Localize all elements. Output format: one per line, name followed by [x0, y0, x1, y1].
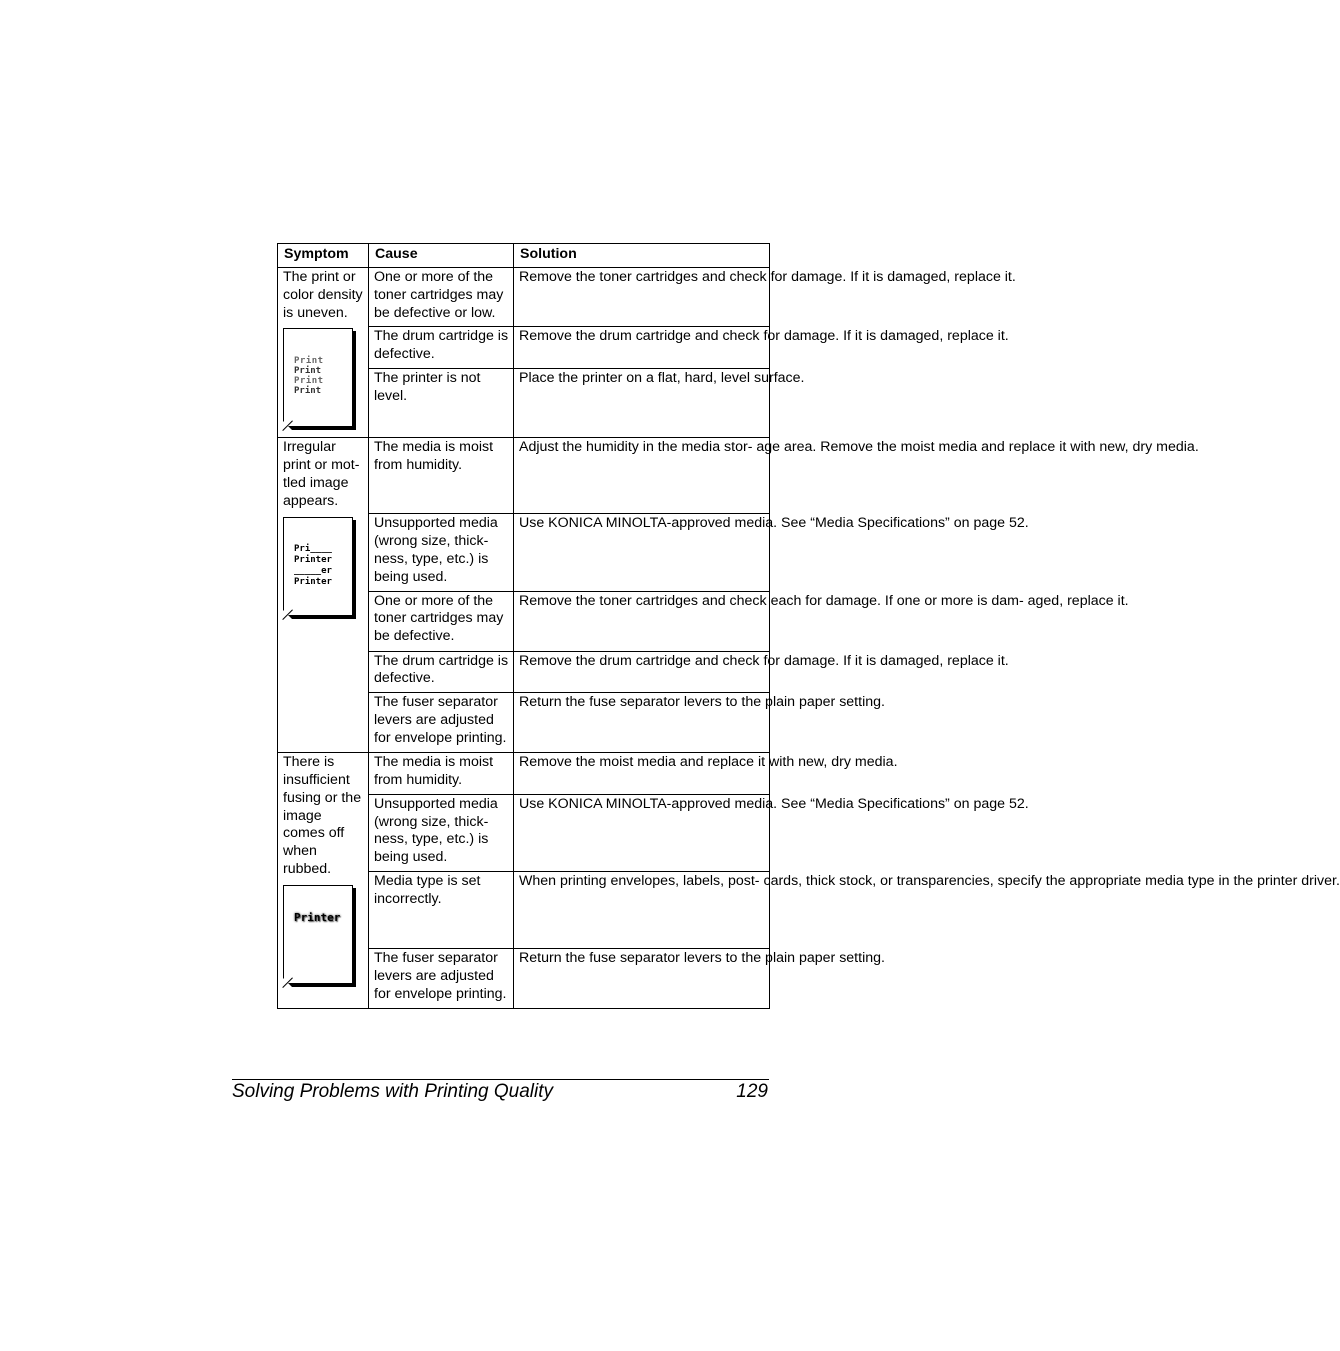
symptom-text: There is insufficient fusing or the image comes off when rubbed. [283, 754, 362, 877]
solution-cell: Place the printer on a flat, hard, level surface. [514, 369, 770, 438]
cause-cell: Unsupported media (wrong size, thick- ness, type, etc.) is being used. [369, 794, 514, 871]
cause-cell: The fuser separator levers are adjusted for envelope printing. [369, 693, 514, 753]
sample-line: Printer [294, 576, 332, 587]
solution-cell: Return the fuse separator levers to the plain paper setting. [514, 948, 770, 1008]
page-number: 129 [736, 1081, 768, 1102]
cause-cell: The fuser separator levers are adjusted for envelope printing. [369, 948, 514, 1008]
solution-cell: Remove the drum cartridge and check for damage. If it is damaged, replace it. [514, 327, 770, 369]
sample-line: Printer [294, 910, 341, 924]
cause-cell: One or more of the toner cartridges may be defective. [369, 591, 514, 651]
solution-cell: Return the fuse separator levers to the plain paper setting. [514, 693, 770, 753]
symptom-cell [278, 438, 369, 753]
symptom-cell [278, 753, 369, 1009]
sample-line: Print [294, 386, 322, 397]
symptom-text: Irregular print or mot- tled image appears. [283, 439, 360, 509]
solution-cell: Remove the toner cartridges and check for damage. If it is damaged, replace it. [514, 268, 770, 327]
cause-cell: Media type is set incorrectly. [369, 871, 514, 948]
solution-cell: Remove the moist media and replace it with new, dry media. [514, 753, 770, 795]
solution-cell: Use KONICA MINOLTA-approved media. See “Media Specifications” on page 52. [514, 514, 770, 591]
solution-cell: Use KONICA MINOLTA-approved media. See “Media Specifications” on page 52. [514, 794, 770, 871]
solution-cell: Remove the toner cartridges and check each for damage. If one or more is dam- aged, replace it. [514, 591, 770, 651]
solution-cell: When printing envelopes, labels, post- cards, thick stock, or transparencies, specify the appropriate media type in the printer driver. [514, 871, 770, 948]
cause-cell: Unsupported media (wrong size, thick- ness, type, etc.) is being used. [369, 514, 514, 591]
cause-cell: The drum cartridge is defective. [369, 327, 514, 369]
sample-line: Print [294, 356, 324, 367]
header-solution: Solution [514, 244, 770, 268]
cause-cell: The printer is not level. [369, 369, 514, 438]
cause-cell: The media is moist from humidity. [369, 753, 514, 795]
sample-line: Printer [294, 554, 332, 565]
cause-cell: One or more of the toner cartridges may be defective or low. [369, 268, 514, 327]
troubleshooting-table [277, 243, 1340, 1009]
sample-line: _____er [294, 565, 332, 576]
footer-section-title: Solving Problems with Printing Quality [232, 1081, 554, 1102]
smudged-print-sample-icon [283, 885, 358, 988]
cause-cell: The drum cartridge is defective. [369, 651, 514, 693]
solution-cell: Adjust the humidity in the media stor- age area. Remove the moist media and replace it with new, dry media. [514, 438, 770, 514]
table-row [278, 268, 770, 327]
header-symptom: Symptom [278, 244, 369, 268]
sample-line: Print [294, 366, 322, 377]
table-header-row [278, 244, 770, 268]
solution-cell: Remove the drum cartridge and check for damage. If it is damaged, replace it. [514, 651, 770, 693]
symptom-cell [278, 268, 369, 438]
cause-cell: The media is moist from humidity. [369, 438, 514, 514]
mottled-image-sample-icon [283, 517, 358, 620]
header-cause: Cause [369, 244, 514, 268]
table-row [278, 753, 770, 795]
symptom-text: The print or color density is uneven. [283, 269, 363, 321]
footer-rule [232, 1079, 769, 1080]
uneven-density-sample-icon [283, 328, 358, 431]
sample-line: Pri____ [294, 543, 332, 554]
sample-line: Print [294, 376, 324, 387]
table-row [278, 438, 770, 514]
